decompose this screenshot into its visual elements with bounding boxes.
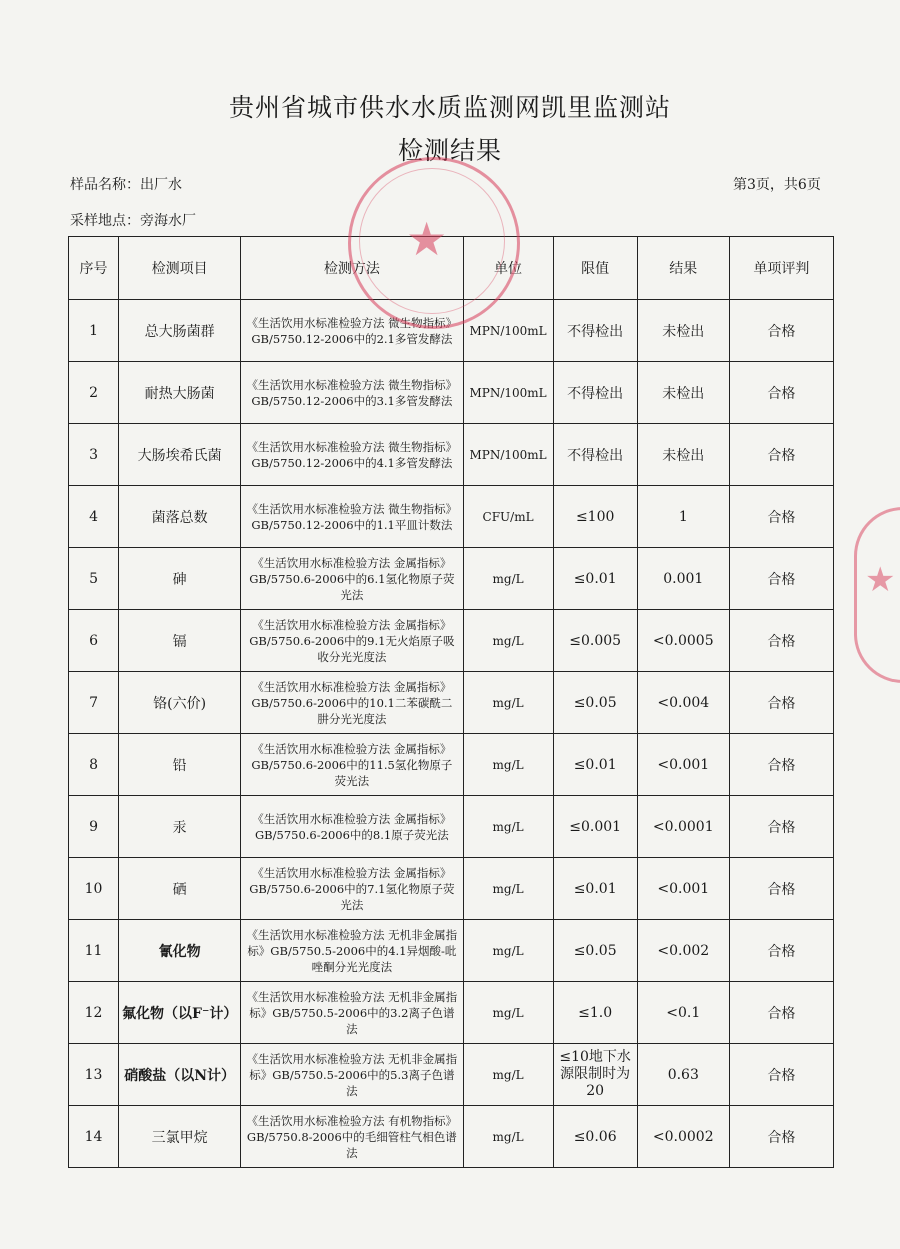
- row-item: 菌落总数: [119, 486, 241, 548]
- row-method: 《生活饮用水标准检验方法 无机非金属指标》GB/5750.5-2006中的3.2离子色谱法: [241, 982, 463, 1044]
- star-icon: ★: [406, 212, 448, 266]
- row-method: 《生活饮用水标准检验方法 金属指标》GB/5750.6-2006中的8.1原子荧光法: [241, 796, 463, 858]
- row-judgement: 合格: [729, 610, 833, 672]
- row-item: 硒: [119, 858, 241, 920]
- row-no: 12: [69, 982, 119, 1044]
- row-result: 0.63: [637, 1044, 729, 1106]
- table-row: [69, 362, 834, 424]
- row-no: 1: [69, 300, 119, 362]
- row-judgement: 合格: [729, 424, 833, 486]
- row-method: 《生活饮用水标准检验方法 无机非金属指标》GB/5750.5-2006中的5.3离子色谱法: [241, 1044, 463, 1106]
- row-item: 氟化物（以F⁻计）: [119, 982, 241, 1044]
- star-icon: ★: [865, 560, 896, 600]
- table-row: [69, 424, 834, 486]
- table-row: [69, 486, 834, 548]
- row-judgement: 合格: [729, 734, 833, 796]
- row-unit: mg/L: [463, 1106, 553, 1168]
- col-header-method: 检测方法: [241, 237, 463, 300]
- row-no: 8: [69, 734, 119, 796]
- table-row: [69, 858, 834, 920]
- table-header-row: [69, 237, 834, 300]
- row-result: <0.1: [637, 982, 729, 1044]
- row-judgement: 合格: [729, 858, 833, 920]
- row-item: 氰化物: [119, 920, 241, 982]
- table-row: [69, 610, 834, 672]
- row-judgement: 合格: [729, 300, 833, 362]
- row-limit: ≤10地下水源限制时为20: [553, 1044, 637, 1106]
- row-result: <0.0001: [637, 796, 729, 858]
- row-result: <0.0002: [637, 1106, 729, 1168]
- report-title: 贵州省城市供水水质监测网凯里监测站: [228, 93, 671, 122]
- row-result: <0.002: [637, 920, 729, 982]
- row-limit: ≤0.005: [553, 610, 637, 672]
- row-unit: mg/L: [463, 920, 553, 982]
- row-unit: mg/L: [463, 858, 553, 920]
- row-method: 《生活饮用水标准检验方法 有机物指标》GB/5750.8-2006中的毛细管柱气相色谱法: [241, 1106, 463, 1168]
- row-limit: ≤0.06: [553, 1106, 637, 1168]
- table-row: [69, 1106, 834, 1168]
- row-method: 《生活饮用水标准检验方法 微生物指标》GB/5750.12-2006中的1.1平皿计数法: [241, 486, 463, 548]
- col-header-limit: 限值: [553, 237, 637, 300]
- row-method: 《生活饮用水标准检验方法 微生物指标》GB/5750.12-2006中的3.1多管发酵法: [241, 362, 463, 424]
- row-item: 砷: [119, 548, 241, 610]
- row-method: 《生活饮用水标准检验方法 无机非金属指标》GB/5750.5-2006中的4.1异烟酸-吡唑酮分光光度法: [241, 920, 463, 982]
- row-limit: ≤0.001: [553, 796, 637, 858]
- row-unit: mg/L: [463, 796, 553, 858]
- col-header-judgement: 单项评判: [729, 237, 833, 300]
- row-judgement: 合格: [729, 672, 833, 734]
- row-unit: MPN/100mL: [463, 300, 553, 362]
- row-no: 9: [69, 796, 119, 858]
- table-row: [69, 982, 834, 1044]
- row-no: 10: [69, 858, 119, 920]
- row-limit: 不得检出: [553, 362, 637, 424]
- row-unit: mg/L: [463, 672, 553, 734]
- row-result: <0.001: [637, 858, 729, 920]
- row-item: 镉: [119, 610, 241, 672]
- table-row: [69, 796, 834, 858]
- row-unit: mg/L: [463, 982, 553, 1044]
- row-item: 硝酸盐（以N计）: [119, 1044, 241, 1106]
- row-limit: ≤1.0: [553, 982, 637, 1044]
- row-result: 未检出: [637, 300, 729, 362]
- partial-seal: [854, 507, 900, 683]
- row-result: 未检出: [637, 362, 729, 424]
- row-judgement: 合格: [729, 548, 833, 610]
- col-header-result: 结果: [637, 237, 729, 300]
- table-row: [69, 300, 834, 362]
- report-subtitle: 检测结果: [397, 136, 502, 165]
- row-limit: ≤0.01: [553, 858, 637, 920]
- row-no: 5: [69, 548, 119, 610]
- results-table: [68, 236, 834, 1168]
- row-limit: 不得检出: [553, 300, 637, 362]
- row-method: 《生活饮用水标准检验方法 微生物指标》GB/5750.12-2006中的2.1多管发酵法: [241, 300, 463, 362]
- col-header-unit: 单位: [463, 237, 553, 300]
- row-method: 《生活饮用水标准检验方法 金属指标》GB/5750.6-2006中的6.1氢化物原子荧光法: [241, 548, 463, 610]
- row-no: 11: [69, 920, 119, 982]
- row-result: <0.001: [637, 734, 729, 796]
- row-result: <0.004: [637, 672, 729, 734]
- row-method: 《生活饮用水标准检验方法 金属指标》GB/5750.6-2006中的10.1二苯碳酰二肼分光光度法: [241, 672, 463, 734]
- row-no: 6: [69, 610, 119, 672]
- row-no: 3: [69, 424, 119, 486]
- row-unit: MPN/100mL: [463, 424, 553, 486]
- row-item: 耐热大肠菌: [119, 362, 241, 424]
- row-judgement: 合格: [729, 796, 833, 858]
- row-method: 《生活饮用水标准检验方法 金属指标》GB/5750.6-2006中的7.1氢化物原子荧光法: [241, 858, 463, 920]
- sampling-location: 采样地点：旁海水厂: [70, 213, 196, 229]
- row-judgement: 合格: [729, 486, 833, 548]
- row-item: 三氯甲烷: [119, 1106, 241, 1168]
- row-judgement: 合格: [729, 1044, 833, 1106]
- row-no: 2: [69, 362, 119, 424]
- row-item: 铬(六价): [119, 672, 241, 734]
- row-limit: ≤0.01: [553, 734, 637, 796]
- row-unit: mg/L: [463, 1044, 553, 1106]
- page-info: 第3页，共6页: [733, 177, 821, 193]
- row-item: 总大肠菌群: [119, 300, 241, 362]
- row-method: 《生活饮用水标准检验方法 微生物指标》GB/5750.12-2006中的4.1多管发酵法: [241, 424, 463, 486]
- row-limit: ≤0.01: [553, 548, 637, 610]
- row-no: 13: [69, 1044, 119, 1106]
- row-no: 14: [69, 1106, 119, 1168]
- row-limit: ≤0.05: [553, 920, 637, 982]
- row-judgement: 合格: [729, 982, 833, 1044]
- sample-name: 样品名称：出厂水: [70, 177, 182, 193]
- row-unit: mg/L: [463, 734, 553, 796]
- col-header-item: 检测项目: [119, 237, 241, 300]
- row-item: 大肠埃希氏菌: [119, 424, 241, 486]
- row-method: 《生活饮用水标准检验方法 金属指标》GB/5750.6-2006中的9.1无火焰原子吸收分光光度法: [241, 610, 463, 672]
- col-header-no: 序号: [69, 237, 119, 300]
- table-row: [69, 672, 834, 734]
- table-row: [69, 920, 834, 982]
- row-no: 4: [69, 486, 119, 548]
- row-result: 未检出: [637, 424, 729, 486]
- row-unit: mg/L: [463, 548, 553, 610]
- row-limit: ≤100: [553, 486, 637, 548]
- row-judgement: 合格: [729, 1106, 833, 1168]
- table-row: [69, 548, 834, 610]
- row-judgement: 合格: [729, 362, 833, 424]
- row-method: 《生活饮用水标准检验方法 金属指标》GB/5750.6-2006中的11.5氢化物原子荧光法: [241, 734, 463, 796]
- row-result: 0.001: [637, 548, 729, 610]
- row-limit: ≤0.05: [553, 672, 637, 734]
- row-result: 1: [637, 486, 729, 548]
- row-unit: CFU/mL: [463, 486, 553, 548]
- table-row: [69, 734, 834, 796]
- row-unit: mg/L: [463, 610, 553, 672]
- row-result: <0.0005: [637, 610, 729, 672]
- table-row: [69, 1044, 834, 1106]
- row-judgement: 合格: [729, 920, 833, 982]
- row-item: 铅: [119, 734, 241, 796]
- row-item: 汞: [119, 796, 241, 858]
- row-limit: 不得检出: [553, 424, 637, 486]
- row-unit: MPN/100mL: [463, 362, 553, 424]
- row-no: 7: [69, 672, 119, 734]
